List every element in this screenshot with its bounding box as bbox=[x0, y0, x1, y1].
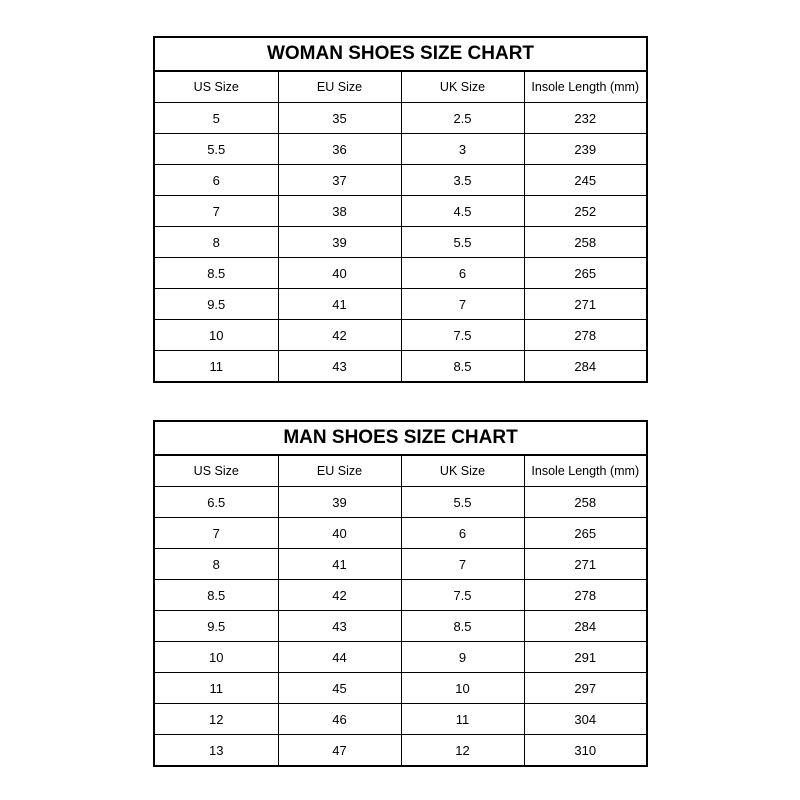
table-cell: 7.5 bbox=[401, 320, 524, 351]
table-row bbox=[154, 487, 647, 518]
table-cell: 5.5 bbox=[401, 227, 524, 258]
table-cell: 10 bbox=[154, 642, 278, 673]
table-row bbox=[154, 673, 647, 704]
table-cell: 44 bbox=[278, 642, 401, 673]
table-cell: 39 bbox=[278, 487, 401, 518]
table-cell: 8 bbox=[154, 227, 278, 258]
table-cell: 8 bbox=[154, 549, 278, 580]
table-cell: 278 bbox=[524, 320, 647, 351]
table-cell: 43 bbox=[278, 611, 401, 642]
table-cell: 38 bbox=[278, 196, 401, 227]
table-cell: 2.5 bbox=[401, 103, 524, 134]
column-header: US Size bbox=[154, 455, 278, 487]
table-row bbox=[154, 642, 647, 673]
table-cell: 8.5 bbox=[401, 611, 524, 642]
table-cell: 3.5 bbox=[401, 165, 524, 196]
table-cell: 284 bbox=[524, 351, 647, 383]
table-row bbox=[154, 549, 647, 580]
table-row bbox=[154, 611, 647, 642]
table-row bbox=[154, 258, 647, 289]
chart-title: WOMAN SHOES SIZE CHART bbox=[154, 37, 647, 71]
table-cell: 39 bbox=[278, 227, 401, 258]
table-cell: 239 bbox=[524, 134, 647, 165]
table-cell: 7 bbox=[401, 289, 524, 320]
table-cell: 8.5 bbox=[401, 351, 524, 383]
column-header: Insole Length (mm) bbox=[524, 71, 647, 103]
table-cell: 258 bbox=[524, 487, 647, 518]
table-row bbox=[154, 735, 647, 767]
table-cell: 271 bbox=[524, 289, 647, 320]
table-cell: 7 bbox=[154, 518, 278, 549]
table-cell: 7.5 bbox=[401, 580, 524, 611]
column-header: EU Size bbox=[278, 455, 401, 487]
table-cell: 40 bbox=[278, 258, 401, 289]
table-cell: 8.5 bbox=[154, 580, 278, 611]
table-cell: 42 bbox=[278, 320, 401, 351]
table-cell: 9.5 bbox=[154, 611, 278, 642]
table-row bbox=[154, 320, 647, 351]
title-row bbox=[154, 37, 647, 71]
table-cell: 6.5 bbox=[154, 487, 278, 518]
table-cell: 4.5 bbox=[401, 196, 524, 227]
table-cell: 284 bbox=[524, 611, 647, 642]
table-cell: 7 bbox=[401, 549, 524, 580]
table-row bbox=[154, 351, 647, 383]
chart-title: MAN SHOES SIZE CHART bbox=[154, 421, 647, 455]
table-cell: 9 bbox=[401, 642, 524, 673]
table-row bbox=[154, 289, 647, 320]
table-row bbox=[154, 196, 647, 227]
table-cell: 10 bbox=[401, 673, 524, 704]
table-row bbox=[154, 134, 647, 165]
table-row bbox=[154, 165, 647, 196]
table-cell: 11 bbox=[401, 704, 524, 735]
man-size-chart-table bbox=[153, 420, 648, 767]
table-cell: 265 bbox=[524, 258, 647, 289]
column-header: UK Size bbox=[401, 455, 524, 487]
table-cell: 36 bbox=[278, 134, 401, 165]
table-cell: 8.5 bbox=[154, 258, 278, 289]
table-row bbox=[154, 227, 647, 258]
table-cell: 41 bbox=[278, 549, 401, 580]
table-cell: 5.5 bbox=[154, 134, 278, 165]
table-cell: 271 bbox=[524, 549, 647, 580]
table-cell: 310 bbox=[524, 735, 647, 767]
table-cell: 13 bbox=[154, 735, 278, 767]
table-cell: 43 bbox=[278, 351, 401, 383]
table-cell: 6 bbox=[401, 518, 524, 549]
table-cell: 3 bbox=[401, 134, 524, 165]
table-cell: 258 bbox=[524, 227, 647, 258]
table-cell: 278 bbox=[524, 580, 647, 611]
table-cell: 5 bbox=[154, 103, 278, 134]
table-cell: 232 bbox=[524, 103, 647, 134]
table-cell: 11 bbox=[154, 673, 278, 704]
table-cell: 42 bbox=[278, 580, 401, 611]
table-row bbox=[154, 103, 647, 134]
table-cell: 265 bbox=[524, 518, 647, 549]
table-cell: 37 bbox=[278, 165, 401, 196]
table-cell: 12 bbox=[401, 735, 524, 767]
column-header: UK Size bbox=[401, 71, 524, 103]
table-cell: 12 bbox=[154, 704, 278, 735]
table-cell: 5.5 bbox=[401, 487, 524, 518]
table-cell: 46 bbox=[278, 704, 401, 735]
table-cell: 11 bbox=[154, 351, 278, 383]
table-cell: 9.5 bbox=[154, 289, 278, 320]
title-row bbox=[154, 421, 647, 455]
table-cell: 47 bbox=[278, 735, 401, 767]
table-cell: 35 bbox=[278, 103, 401, 134]
header-row bbox=[154, 71, 647, 103]
table-cell: 252 bbox=[524, 196, 647, 227]
table-cell: 40 bbox=[278, 518, 401, 549]
table-cell: 45 bbox=[278, 673, 401, 704]
table-cell: 6 bbox=[154, 165, 278, 196]
table-cell: 41 bbox=[278, 289, 401, 320]
table-cell: 7 bbox=[154, 196, 278, 227]
table-cell: 297 bbox=[524, 673, 647, 704]
table-cell: 6 bbox=[401, 258, 524, 289]
woman-size-chart-table bbox=[153, 36, 648, 383]
column-header: EU Size bbox=[278, 71, 401, 103]
table-row bbox=[154, 580, 647, 611]
table-row bbox=[154, 518, 647, 549]
table-cell: 291 bbox=[524, 642, 647, 673]
table-row bbox=[154, 704, 647, 735]
header-row bbox=[154, 455, 647, 487]
table-cell: 245 bbox=[524, 165, 647, 196]
table-cell: 10 bbox=[154, 320, 278, 351]
column-header: US Size bbox=[154, 71, 278, 103]
column-header: Insole Length (mm) bbox=[524, 455, 647, 487]
table-cell: 304 bbox=[524, 704, 647, 735]
